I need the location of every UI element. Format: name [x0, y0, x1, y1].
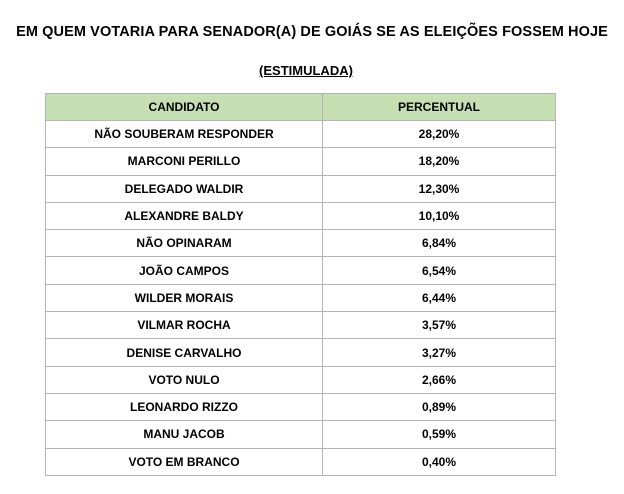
page-subtitle: (ESTIMULADA)	[259, 63, 353, 78]
header-percentual: PERCENTUAL	[323, 94, 556, 121]
page-title: EM QUEM VOTARIA PARA SENADOR(A) DE GOIÁS SE AS ELEIÇÕES FOSSEM HOJE	[16, 24, 608, 40]
candidate-percentage: 0,89%	[323, 393, 556, 420]
table-row	[46, 366, 556, 393]
candidate-percentage: 0,40%	[323, 448, 556, 475]
candidate-percentage: 6,44%	[323, 284, 556, 311]
candidate-name: VOTO NULO	[46, 366, 323, 393]
table-row	[46, 257, 556, 284]
candidate-name: VILMAR ROCHA	[46, 312, 323, 339]
candidate-name: LEONARDO RIZZO	[46, 393, 323, 420]
results-table	[45, 93, 556, 476]
table-row	[46, 175, 556, 202]
table-row	[46, 448, 556, 475]
table-header-row	[46, 94, 556, 121]
table-row	[46, 202, 556, 229]
candidate-name: MARCONI PERILLO	[46, 148, 323, 175]
candidate-percentage: 6,84%	[323, 230, 556, 257]
candidate-percentage: 18,20%	[323, 148, 556, 175]
candidate-name: ALEXANDRE BALDY	[46, 202, 323, 229]
table-row	[46, 121, 556, 148]
candidate-name: VOTO EM BRANCO	[46, 448, 323, 475]
candidate-name: NÃO SOUBERAM RESPONDER	[46, 121, 323, 148]
candidate-name: MANU JACOB	[46, 421, 323, 448]
table-row	[46, 421, 556, 448]
candidate-percentage: 12,30%	[323, 175, 556, 202]
candidate-percentage: 2,66%	[323, 366, 556, 393]
candidate-name: JOÃO CAMPOS	[46, 257, 323, 284]
candidate-name: NÃO OPINARAM	[46, 230, 323, 257]
table-row	[46, 284, 556, 311]
header-candidato: CANDIDATO	[46, 94, 323, 121]
candidate-percentage: 0,59%	[323, 421, 556, 448]
candidate-name: DENISE CARVALHO	[46, 339, 323, 366]
table-row	[46, 148, 556, 175]
table-row	[46, 339, 556, 366]
candidate-name: DELEGADO WALDIR	[46, 175, 323, 202]
table-row	[46, 393, 556, 420]
table-row	[46, 312, 556, 339]
candidate-name: WILDER MORAIS	[46, 284, 323, 311]
table-row	[46, 230, 556, 257]
table-body	[46, 121, 556, 476]
candidate-percentage: 3,27%	[323, 339, 556, 366]
candidate-percentage: 10,10%	[323, 202, 556, 229]
candidate-percentage: 6,54%	[323, 257, 556, 284]
candidate-percentage: 3,57%	[323, 312, 556, 339]
candidate-percentage: 28,20%	[323, 121, 556, 148]
